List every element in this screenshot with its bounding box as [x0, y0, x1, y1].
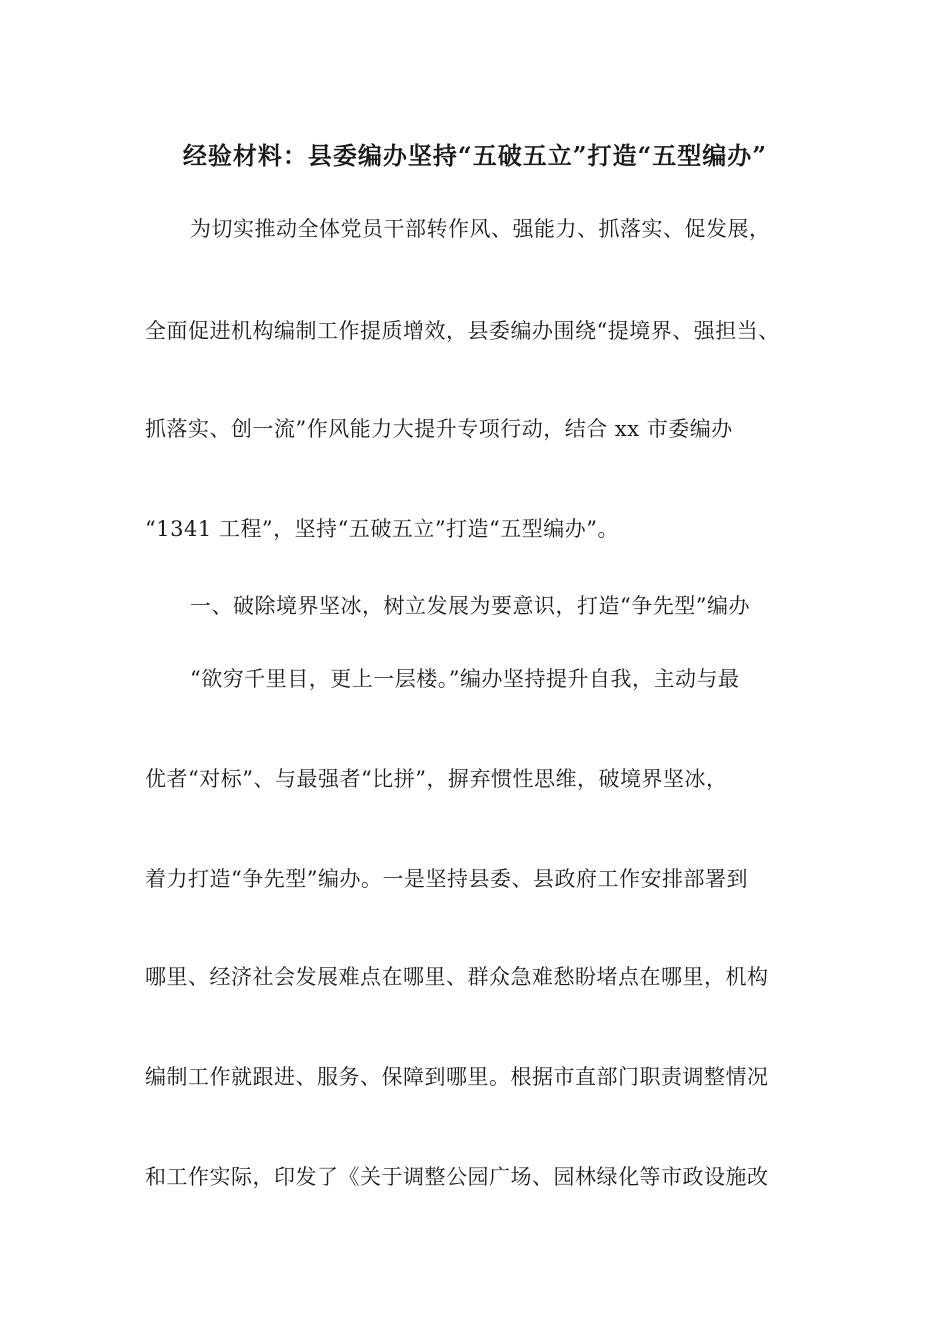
section-heading-1: 一、破除境界坚冰，树立发展为要意识，打造“争先型”编办 [190, 594, 750, 618]
paragraph-line-9: 编制工作就跟进、服务、保障到哪里。根据市直部门职责调整情况 [145, 1065, 769, 1089]
paragraph-line-1: 为切实推动全体党员干部转作风、强能力、抓落实、促发展， [190, 217, 771, 241]
paragraph-line-10: 和工作实际，印发了《关于调整公园广场、园林绿化等市政设施改 [145, 1165, 769, 1189]
paragraph-line-8: 哪里、经济社会发展难点在哪里、群众急难愁盼堵点在哪里，机构 [145, 965, 769, 989]
paragraph-line-3: 抓落实、创一流”作风能力大提升专项行动，结合 xx 市委编办 [145, 417, 733, 441]
paragraph-line-6: 优者“对标”、与最强者“比拼”，摒弃惯性思维，破境界坚冰， [145, 767, 728, 791]
paragraph-line-7: 着力打造“争先型”编办。一是坚持县委、县政府工作安排部署到 [145, 867, 748, 891]
paragraph-line-5: “欲穷千里目，更上一层楼。”编办坚持提升自我，主动与最 [190, 667, 740, 691]
paragraph-line-4: “1341 工程”，坚持“五破五立”打造“五型编办”。 [145, 517, 620, 541]
document-title: 经验材料：县委编办坚持“五破五立”打造“五型编办” [182, 141, 768, 170]
paragraph-line-2: 全面促进机构编制工作提质增效，县委编办围绕“提境界、强担当、 [145, 319, 780, 343]
